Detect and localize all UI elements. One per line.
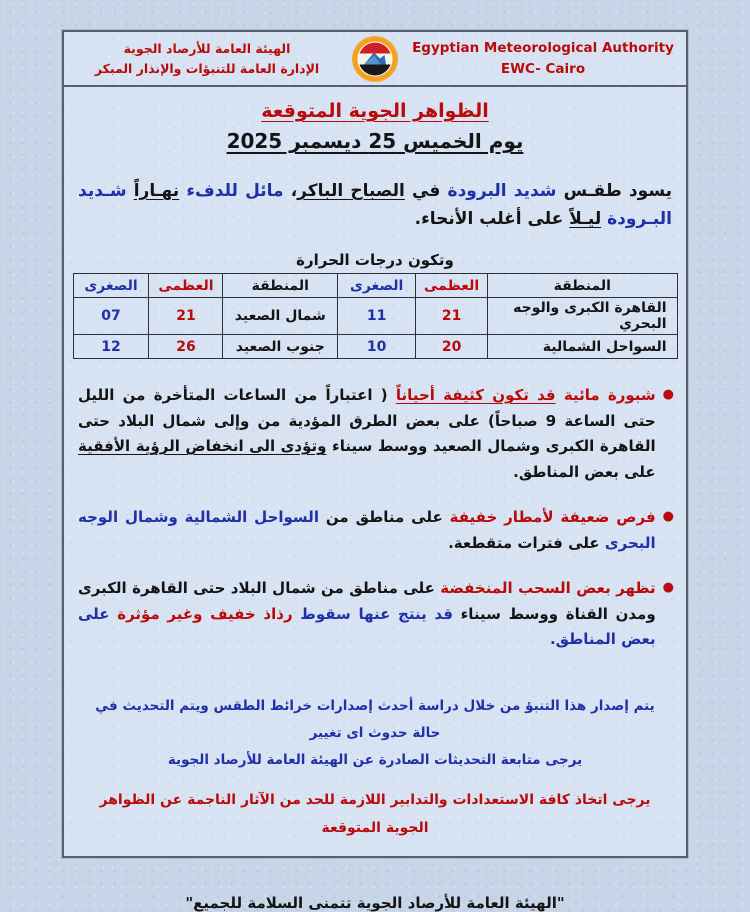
temperature-cell: 20: [416, 335, 488, 359]
text-segment: الصباح الباكر: [297, 181, 405, 201]
region-cell: السواحل الشمالية: [488, 335, 677, 359]
text-segment: قد تكون كثيفة أحياناً: [395, 386, 556, 405]
text-segment: في: [404, 181, 448, 201]
phenomena-list: [78, 383, 674, 653]
text-segment: تظهر بعض السحب المنخفضة: [440, 579, 656, 598]
issuance-note-line1: يتم إصدار هذا التنبؤ من خلال دراسة أحدث إصدارات خرائط الطقس ويتم التحديث في حالة حدوث اى تغيير: [95, 697, 655, 741]
text-segment: على بعض المناطق.: [513, 462, 656, 481]
issuance-note-line2: يرجى متابعة التحديثات الصادرة عن الهيئة العامة للأرصاد الجوية: [167, 751, 583, 768]
text-segment: على بعض المناطق.: [78, 604, 656, 649]
temperature-table-caption: وتكون درجات الحرارة: [296, 251, 454, 270]
column-header: الصغرى: [338, 274, 416, 298]
temperature-cell: 07: [73, 298, 149, 335]
temperature-cell: 11: [338, 298, 416, 335]
temperature-cell: 12: [73, 335, 149, 359]
text-segment: ،: [283, 181, 298, 201]
bullet-icon: ●: [662, 580, 674, 596]
temperature-cell: 21: [149, 298, 223, 335]
temperature-table: [73, 273, 678, 359]
text-segment: على أغلب الأنحاء.: [414, 209, 570, 230]
text-segment: يسود طقـس: [556, 181, 672, 201]
table-header-row: [73, 274, 677, 298]
document-header: [64, 32, 686, 87]
region-cell: جنوب الصعيد: [223, 335, 338, 359]
temperature-cell: 10: [338, 335, 416, 359]
text-segment: على مناطق من: [318, 508, 450, 527]
text-segment: مائل للدفء: [179, 181, 284, 201]
column-header: المنطقة: [488, 274, 677, 298]
text-segment: ليـلاً: [569, 209, 602, 230]
text-segment: شبورة مائية: [555, 386, 656, 405]
text-segment: قد ينتج عنها سقوط: [292, 604, 453, 623]
text-segment: نهـاراً: [133, 181, 180, 201]
org-ar-line1: الهيئة العامة للأرصاد الجوية: [123, 40, 291, 56]
bullet-icon: ●: [662, 509, 674, 525]
authority-logo-icon: [340, 35, 410, 83]
table-row: [73, 298, 677, 335]
bullet-icon: ●: [662, 387, 674, 403]
region-cell: شمال الصعيد: [223, 298, 338, 335]
column-header: الصغرى: [73, 274, 149, 298]
org-en-line2: EWC- Cairo: [500, 60, 586, 77]
temperature-cell: 26: [149, 335, 223, 359]
text-segment: على فترات متقطعة.: [448, 533, 605, 552]
phenomenon-item: [78, 383, 674, 485]
phenomenon-text: [78, 383, 656, 485]
text-segment: وتؤدى الى انخفاض الرؤية الأفقية: [78, 437, 327, 456]
weather-summary-paragraph: [78, 177, 672, 233]
text-segment: السواحل الشمالية وشمال الوجه البحرى: [78, 508, 656, 552]
text-segment: على مناطق من شمال البلاد حتى القاهرة الكبرى ومدن القناة ووسط سيناء: [78, 579, 656, 623]
temperature-cell: 21: [416, 298, 488, 335]
phenomenon-item: [78, 505, 674, 556]
closing-wish-line: "الهيئة العامة للأرصاد الجوية تتمنى السلامة للجميع": [185, 893, 565, 912]
org-name-arabic: [74, 39, 340, 79]
phenomenon-text: [78, 576, 656, 653]
phenomenon-item: [78, 576, 674, 653]
text-segment: شـديد البـرودة: [78, 181, 672, 230]
org-en-line1: Egyptian Meteorological Authority: [412, 40, 674, 57]
page-title: الظواهر الجوية المتوقعة: [261, 100, 489, 122]
org-ar-line2: الإدارة العامة للتنبؤات والإنذار المبكر: [94, 60, 320, 76]
column-header: العظمى: [416, 274, 488, 298]
weather-bulletin-document: [62, 30, 688, 912]
phenomenon-text: [78, 505, 656, 556]
org-name-english: [410, 38, 676, 79]
precautions-warning: يرجى اتخاذ كافة الاستعدادات والتدابير اللازمة للحد من الآثار الناجمة عن الظواهر الجوية المتوقعة: [99, 791, 651, 836]
text-segment: فرص ضعيفة لأمطار خفيفة: [449, 508, 656, 527]
region-cell: القاهرة الكبرى والوجه البحري: [488, 298, 677, 335]
column-header: العظمى: [149, 274, 223, 298]
text-segment: [127, 181, 134, 201]
text-segment: شديد البرودة: [447, 181, 557, 201]
text-segment: ( اعتباراً من الساعات المتأخرة من الليل حتى الساعة 9 صباحاً) على بعض الطرق المؤدية من وإلى شمال البلاد حتى القاهرة الكبرى وشمال الصعيد ووسط سيناء: [78, 386, 656, 456]
column-header: المنطقة: [223, 274, 338, 298]
bulletin-date: يوم الخميس 25 ديسمبر 2025: [226, 129, 524, 153]
table-row: [73, 335, 677, 359]
table-body: [73, 298, 677, 359]
text-segment: رذاذ خفيف وغير مؤثرة: [117, 604, 293, 623]
